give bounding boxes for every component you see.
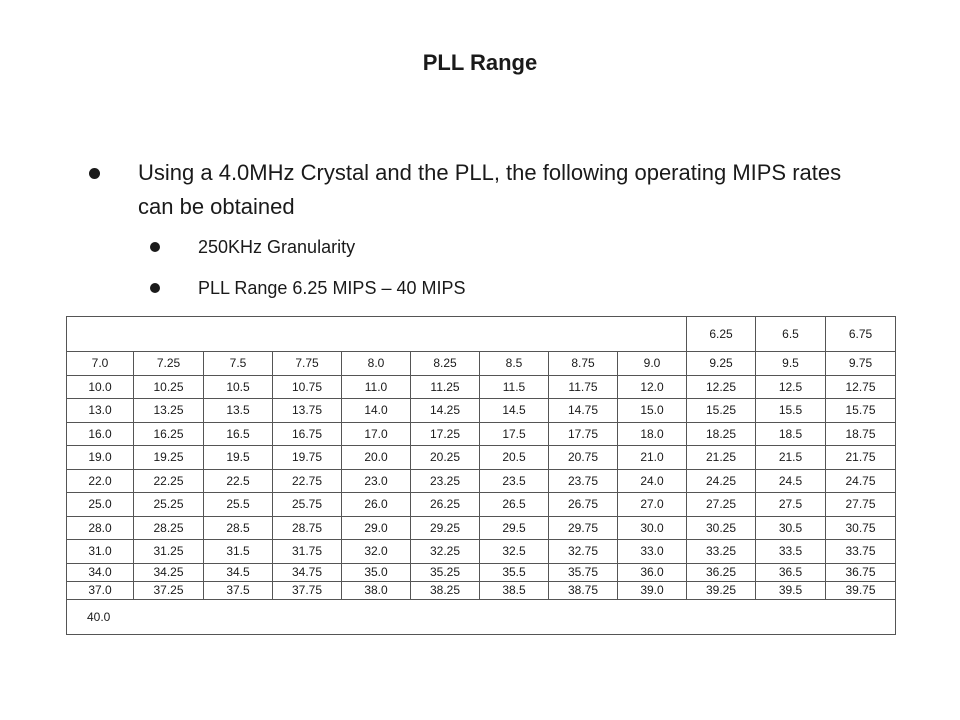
table-cell: 36.25: [687, 563, 756, 581]
table-cell: 32.0: [342, 540, 411, 564]
table-row: [67, 563, 896, 581]
bullet-granularity: [198, 236, 355, 258]
table-cell: 37.5: [204, 581, 273, 599]
table-cell: 16.25: [134, 422, 204, 446]
table-cell: 26.0: [342, 493, 411, 517]
table-cell: 21.25: [687, 446, 756, 470]
table-cell: 34.75: [273, 563, 342, 581]
table-row: [67, 540, 896, 564]
table-cell: 9.75: [826, 352, 896, 376]
table-cell: 21.75: [826, 446, 896, 470]
table-row: [67, 516, 896, 540]
table-cell: 6.75: [826, 317, 896, 352]
table-cell: 35.25: [411, 563, 480, 581]
table-cell: 16.5: [204, 422, 273, 446]
table-cell: 17.5: [480, 422, 549, 446]
table-cell: 27.5: [756, 493, 826, 517]
mips-table: [66, 316, 896, 635]
table-cell: 16.0: [67, 422, 134, 446]
table-cell: 20.0: [342, 446, 411, 470]
table-cell: 36.5: [756, 563, 826, 581]
table-cell: 38.75: [549, 581, 618, 599]
table-cell: 20.25: [411, 446, 480, 470]
table-cell: 39.0: [618, 581, 687, 599]
table-cell: 11.75: [549, 375, 618, 399]
table-cell: 8.25: [411, 352, 480, 376]
table-cell: 11.0: [342, 375, 411, 399]
table-cell: 34.5: [204, 563, 273, 581]
table-row: [67, 317, 896, 352]
bullet-text: Using a 4.0MHz Crystal and the PLL, the following operating MIPS rates can be obtained: [138, 160, 842, 219]
table-cell: 35.0: [342, 563, 411, 581]
table-cell: 9.5: [756, 352, 826, 376]
table-cell: 14.75: [549, 399, 618, 423]
table-cell: 9.25: [687, 352, 756, 376]
table-cell: 35.5: [480, 563, 549, 581]
table-cell: 33.75: [826, 540, 896, 564]
table-cell: 38.0: [342, 581, 411, 599]
table-cell: 28.25: [134, 516, 204, 540]
table-cell: 14.5: [480, 399, 549, 423]
table-empty-cell: [67, 317, 687, 352]
table-cell: 26.5: [480, 493, 549, 517]
table-cell: 18.25: [687, 422, 756, 446]
table-cell: 30.0: [618, 516, 687, 540]
table-cell: 8.5: [480, 352, 549, 376]
table-cell: 32.25: [411, 540, 480, 564]
table-cell: 39.25: [687, 581, 756, 599]
table-cell: 17.0: [342, 422, 411, 446]
table-cell: 18.5: [756, 422, 826, 446]
table-cell: 19.5: [204, 446, 273, 470]
table-cell: 15.75: [826, 399, 896, 423]
table-row: [67, 399, 896, 423]
table-row: [67, 446, 896, 470]
table-cell: 18.0: [618, 422, 687, 446]
table-cell: 25.0: [67, 493, 134, 517]
table-cell: 22.5: [204, 469, 273, 493]
table-cell: 31.0: [67, 540, 134, 564]
table-cell: 39.75: [826, 581, 896, 599]
table-cell: 12.75: [826, 375, 896, 399]
table-cell: 23.25: [411, 469, 480, 493]
table-cell: 24.5: [756, 469, 826, 493]
table-cell: 24.25: [687, 469, 756, 493]
table-cell: 22.0: [67, 469, 134, 493]
table-cell: 13.0: [67, 399, 134, 423]
table-row: [67, 581, 896, 599]
table-cell: 7.75: [273, 352, 342, 376]
table-cell: 10.25: [134, 375, 204, 399]
table-cell: 25.75: [273, 493, 342, 517]
table-cell: 8.0: [342, 352, 411, 376]
table-row: [67, 422, 896, 446]
table-cell: 30.75: [826, 516, 896, 540]
table-cell: 12.5: [756, 375, 826, 399]
table-cell: 12.25: [687, 375, 756, 399]
table-cell: 21.0: [618, 446, 687, 470]
bullet-text: 250KHz Granularity: [198, 237, 356, 257]
bullet-dot-icon: [150, 283, 160, 293]
table-cell: 39.5: [756, 581, 826, 599]
table-cell: 28.0: [67, 516, 134, 540]
table-cell: 15.25: [687, 399, 756, 423]
table-cell: 10.75: [273, 375, 342, 399]
table-cell: 27.25: [687, 493, 756, 517]
table-cell: 38.25: [411, 581, 480, 599]
table-cell: 33.0: [618, 540, 687, 564]
table-cell: 29.5: [480, 516, 549, 540]
table-cell: 24.0: [618, 469, 687, 493]
bullet-crystal-pll: [138, 156, 858, 224]
table-cell: 20.75: [549, 446, 618, 470]
table-cell: 19.25: [134, 446, 204, 470]
bullet-dot-icon: [89, 168, 100, 179]
table-cell: 15.5: [756, 399, 826, 423]
table-cell: 35.75: [549, 563, 618, 581]
table-cell: 37.0: [67, 581, 134, 599]
table-cell: 36.0: [618, 563, 687, 581]
table-row: [67, 375, 896, 399]
table-row: [67, 493, 896, 517]
table-cell: 29.25: [411, 516, 480, 540]
table-cell: 33.5: [756, 540, 826, 564]
table-cell: 17.25: [411, 422, 480, 446]
table-cell: 21.5: [756, 446, 826, 470]
table-cell: 30.5: [756, 516, 826, 540]
table-cell: 19.75: [273, 446, 342, 470]
table-cell: 31.5: [204, 540, 273, 564]
table-cell: 9.0: [618, 352, 687, 376]
table-cell: 13.25: [134, 399, 204, 423]
table-cell: 23.75: [549, 469, 618, 493]
table-cell: 12.0: [618, 375, 687, 399]
table-row: [67, 469, 896, 493]
table-cell: 27.75: [826, 493, 896, 517]
table-cell: 7.5: [204, 352, 273, 376]
mips-table-body: [67, 317, 896, 635]
table-cell: 10.0: [67, 375, 134, 399]
bullet-dot-icon: [150, 242, 160, 252]
table-cell: 24.75: [826, 469, 896, 493]
table-cell: 29.75: [549, 516, 618, 540]
table-cell: 16.75: [273, 422, 342, 446]
table-cell: 7.0: [67, 352, 134, 376]
table-cell: 13.5: [204, 399, 273, 423]
bullet-text: PLL Range 6.25 MIPS – 40 MIPS: [198, 278, 466, 298]
table-cell: 25.25: [134, 493, 204, 517]
table-cell: 31.25: [134, 540, 204, 564]
table-cell: 37.25: [134, 581, 204, 599]
table-cell: 32.5: [480, 540, 549, 564]
table-cell: 27.0: [618, 493, 687, 517]
table-cell: 13.75: [273, 399, 342, 423]
table-cell: 26.25: [411, 493, 480, 517]
table-cell: 25.5: [204, 493, 273, 517]
table-cell: 30.25: [687, 516, 756, 540]
table-cell: 32.75: [549, 540, 618, 564]
table-cell: 34.25: [134, 563, 204, 581]
table-cell: 36.75: [826, 563, 896, 581]
table-row: [67, 599, 896, 634]
table-cell: 14.25: [411, 399, 480, 423]
table-cell: 15.0: [618, 399, 687, 423]
table-cell: 40.0: [67, 599, 896, 634]
table-cell: 38.5: [480, 581, 549, 599]
table-cell: 18.75: [826, 422, 896, 446]
table-cell: 31.75: [273, 540, 342, 564]
table-cell: 29.0: [342, 516, 411, 540]
table-cell: 7.25: [134, 352, 204, 376]
table-cell: 11.5: [480, 375, 549, 399]
table-cell: 22.75: [273, 469, 342, 493]
bullet-pll-range: [198, 277, 466, 299]
table-cell: 8.75: [549, 352, 618, 376]
table-cell: 33.25: [687, 540, 756, 564]
table-cell: 10.5: [204, 375, 273, 399]
table-cell: 14.0: [342, 399, 411, 423]
table-cell: 6.5: [756, 317, 826, 352]
table-cell: 22.25: [134, 469, 204, 493]
table-cell: 11.25: [411, 375, 480, 399]
table-cell: 6.25: [687, 317, 756, 352]
table-cell: 23.0: [342, 469, 411, 493]
table-cell: 19.0: [67, 446, 134, 470]
table-cell: 37.75: [273, 581, 342, 599]
table-cell: 20.5: [480, 446, 549, 470]
table-cell: 28.75: [273, 516, 342, 540]
table-row: [67, 352, 896, 376]
table-cell: 28.5: [204, 516, 273, 540]
table-cell: 17.75: [549, 422, 618, 446]
table-cell: 23.5: [480, 469, 549, 493]
table-cell: 26.75: [549, 493, 618, 517]
table-cell: 34.0: [67, 563, 134, 581]
page-title: PLL Range: [422, 50, 538, 75]
